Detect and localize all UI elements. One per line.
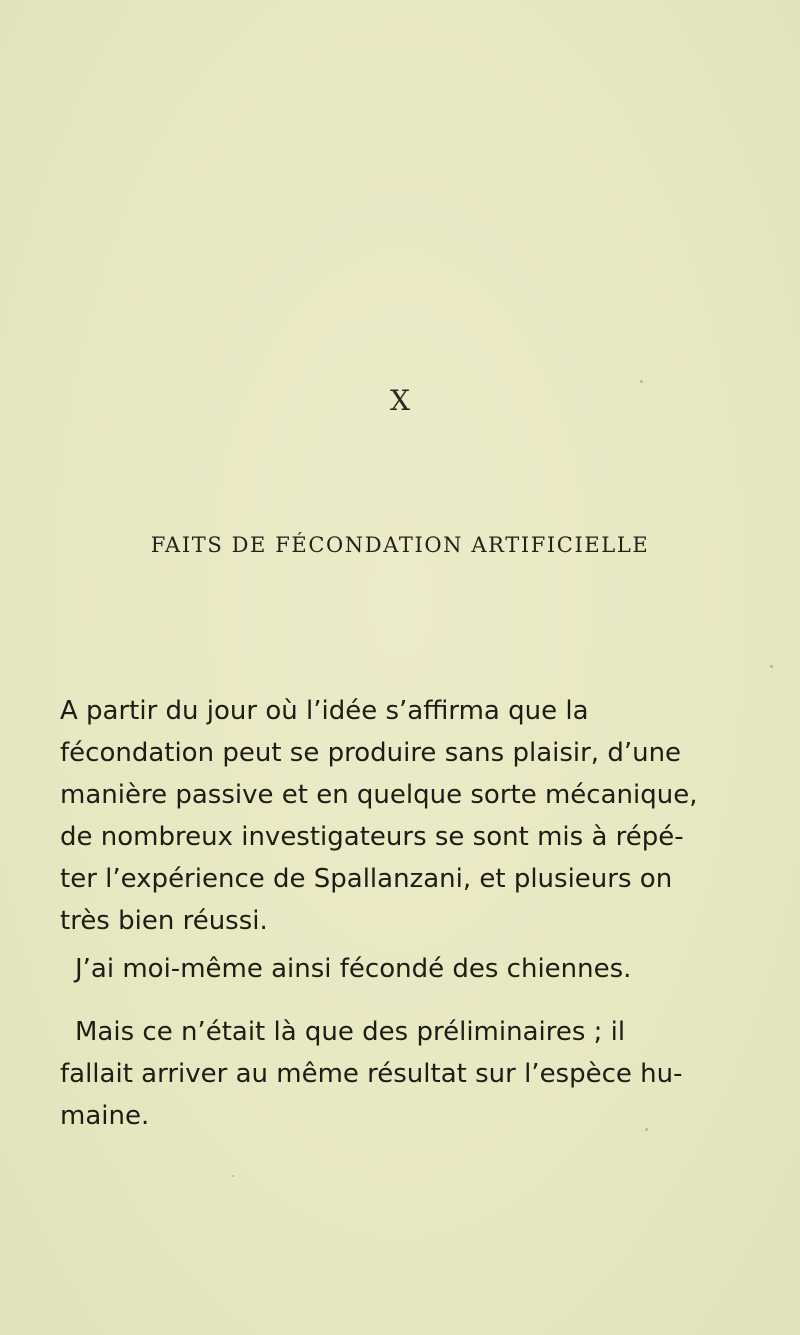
text-line: J’ai moi-même ainsi fécondé des chiennes. [75,954,632,984]
text-line: manière passive et en quelque sorte mécanique, [60,780,698,810]
paper-speck [640,380,643,383]
paper-speck [232,1175,234,1177]
paper-speck [770,665,773,668]
text-line: de nombreux investigateurs se sont mis à répé- [60,822,684,852]
text-line: Mais ce n’était là que des préliminaires ; il [75,1017,626,1047]
text-line: A partir du jour où l’idée s’affirma que la [60,696,589,726]
text-line: ter l’expérience de Spallanzani, et plusieurs on [60,864,673,894]
text-line: maine. [60,1101,150,1131]
paper-speck [645,1128,648,1131]
chapter-number: X [390,384,410,417]
body-text [60,0,698,1335]
chapter-title: FAITS DE FÉCONDATION ARTIFICIELLE [150,533,650,557]
text-line: fécondation peut se produire sans plaisir, d’une [60,738,682,768]
text-line: fallait arriver au même résultat sur l’espèce hu- [60,1059,683,1089]
text-line: très bien réussi. [60,906,268,936]
